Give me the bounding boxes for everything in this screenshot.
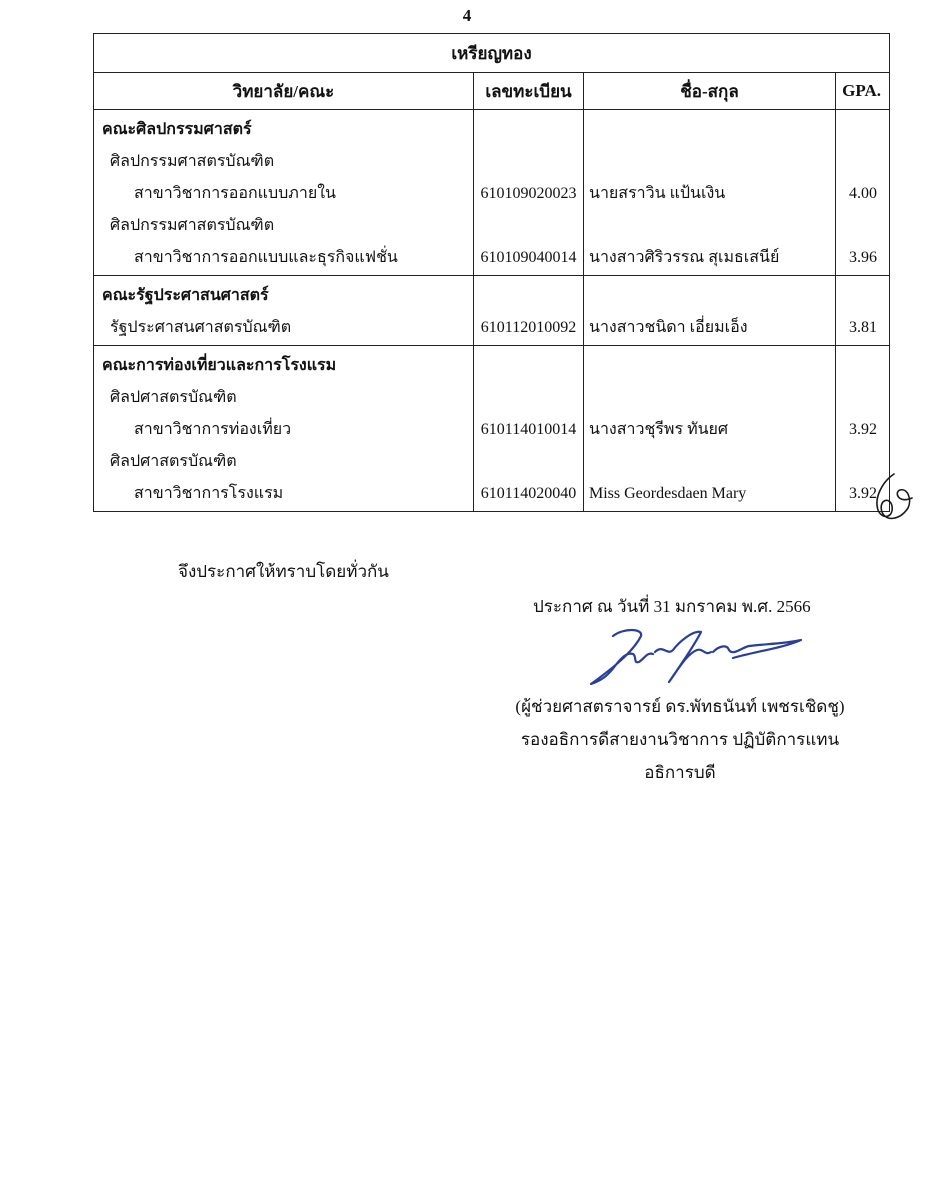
student-id-cell bbox=[474, 276, 584, 346]
student-name: นางสาวศิริวรรณ สุเมธเสนีย์ bbox=[589, 249, 780, 266]
faculty-group-row bbox=[94, 110, 890, 276]
faculty-cell bbox=[94, 276, 474, 346]
student-name: นางสาวชุรีพร ทันยศ bbox=[589, 421, 729, 438]
faculty-group-row bbox=[94, 276, 890, 346]
gpa-value: 3.81 bbox=[849, 319, 877, 336]
major-name: สาขาวิชาการออกแบบและธุรกิจแฟชั่น bbox=[134, 249, 398, 266]
signer-block bbox=[470, 690, 890, 789]
gpa-cell bbox=[836, 276, 890, 346]
student-id: 610114010014 bbox=[480, 421, 577, 438]
major-name: สาขาวิชาการท่องเที่ยว bbox=[134, 421, 292, 438]
signer-title: รองอธิการดีสายงานวิชาการ ปฏิบัติการแทน bbox=[520, 730, 840, 749]
page-number: 4 bbox=[462, 6, 472, 25]
medal-title-row bbox=[94, 34, 890, 73]
gpa-value: 3.96 bbox=[849, 249, 877, 266]
student-id: 610109040014 bbox=[480, 249, 577, 266]
header-gpa: GPA. bbox=[836, 73, 890, 110]
handwritten-signature bbox=[583, 622, 813, 692]
margin-initials-mark bbox=[868, 468, 918, 528]
degree-name: ศิลปศาสตรบัณฑิต bbox=[110, 389, 237, 406]
faculty-cell bbox=[94, 346, 474, 512]
student-name-cell bbox=[584, 276, 836, 346]
student-name-cell bbox=[584, 346, 836, 512]
gpa-cell bbox=[836, 110, 890, 276]
student-id: 610109020023 bbox=[480, 185, 577, 202]
faculty-group-row bbox=[94, 346, 890, 512]
major-name: สาขาวิชาการออกแบบภายใน bbox=[134, 185, 336, 202]
faculty-cell bbox=[94, 110, 474, 276]
student-id-cell bbox=[474, 346, 584, 512]
medal-title: เหรียญทอง bbox=[94, 34, 890, 73]
gpa-value: 3.92 bbox=[849, 421, 877, 438]
degree-name: ศิลปกรรมศาสตรบัณฑิต bbox=[110, 217, 275, 234]
faculty-name: คณะรัฐประศาสนศาสตร์ bbox=[102, 287, 269, 304]
header-student-id: เลขทะเบียน bbox=[474, 73, 584, 110]
degree-name: ศิลปศาสตรบัณฑิต bbox=[110, 453, 237, 470]
header-name: ชื่อ-สกุล bbox=[584, 73, 836, 110]
signer-name: (ผู้ช่วยศาสตราจารย์ ดร.พัทธนันท์ เพชรเชิดชู) bbox=[515, 697, 845, 716]
gpa-value: 4.00 bbox=[849, 185, 877, 202]
student-id: 610112010092 bbox=[480, 319, 577, 336]
announcement-date: ประกาศ ณ วันที่ 31 มกราคม พ.ศ. 2566 bbox=[533, 597, 811, 616]
degree-name: ศิลปกรรมศาสตรบัณฑิต bbox=[110, 153, 275, 170]
faculty-name: คณะศิลปกรรมศาสตร์ bbox=[102, 121, 252, 138]
student-name: นางสาวชนิดา เอี่ยมเอ็ง bbox=[589, 319, 748, 336]
student-id: 610114020040 bbox=[480, 485, 577, 502]
student-id-cell bbox=[474, 110, 584, 276]
student-name: Miss Geordesdaen Mary bbox=[589, 485, 747, 502]
gpa-value: 3.92 bbox=[849, 485, 877, 502]
gold-medal-table bbox=[93, 33, 890, 512]
signer-office: อธิการบดี bbox=[644, 763, 716, 782]
major-name: สาขาวิชาการโรงแรม bbox=[134, 485, 284, 502]
degree-name: รัฐประศาสนศาสตรบัณฑิต bbox=[110, 319, 292, 336]
table-header-row bbox=[94, 73, 890, 110]
faculty-name: คณะการท่องเที่ยวและการโรงแรม bbox=[102, 357, 337, 374]
closing-statement: จึงประกาศให้ทราบโดยทั่วกัน bbox=[178, 562, 389, 581]
student-name: นายสราวิน แป้นเงิน bbox=[589, 185, 726, 202]
student-name-cell bbox=[584, 110, 836, 276]
header-faculty: วิทยาลัย/คณะ bbox=[94, 73, 474, 110]
